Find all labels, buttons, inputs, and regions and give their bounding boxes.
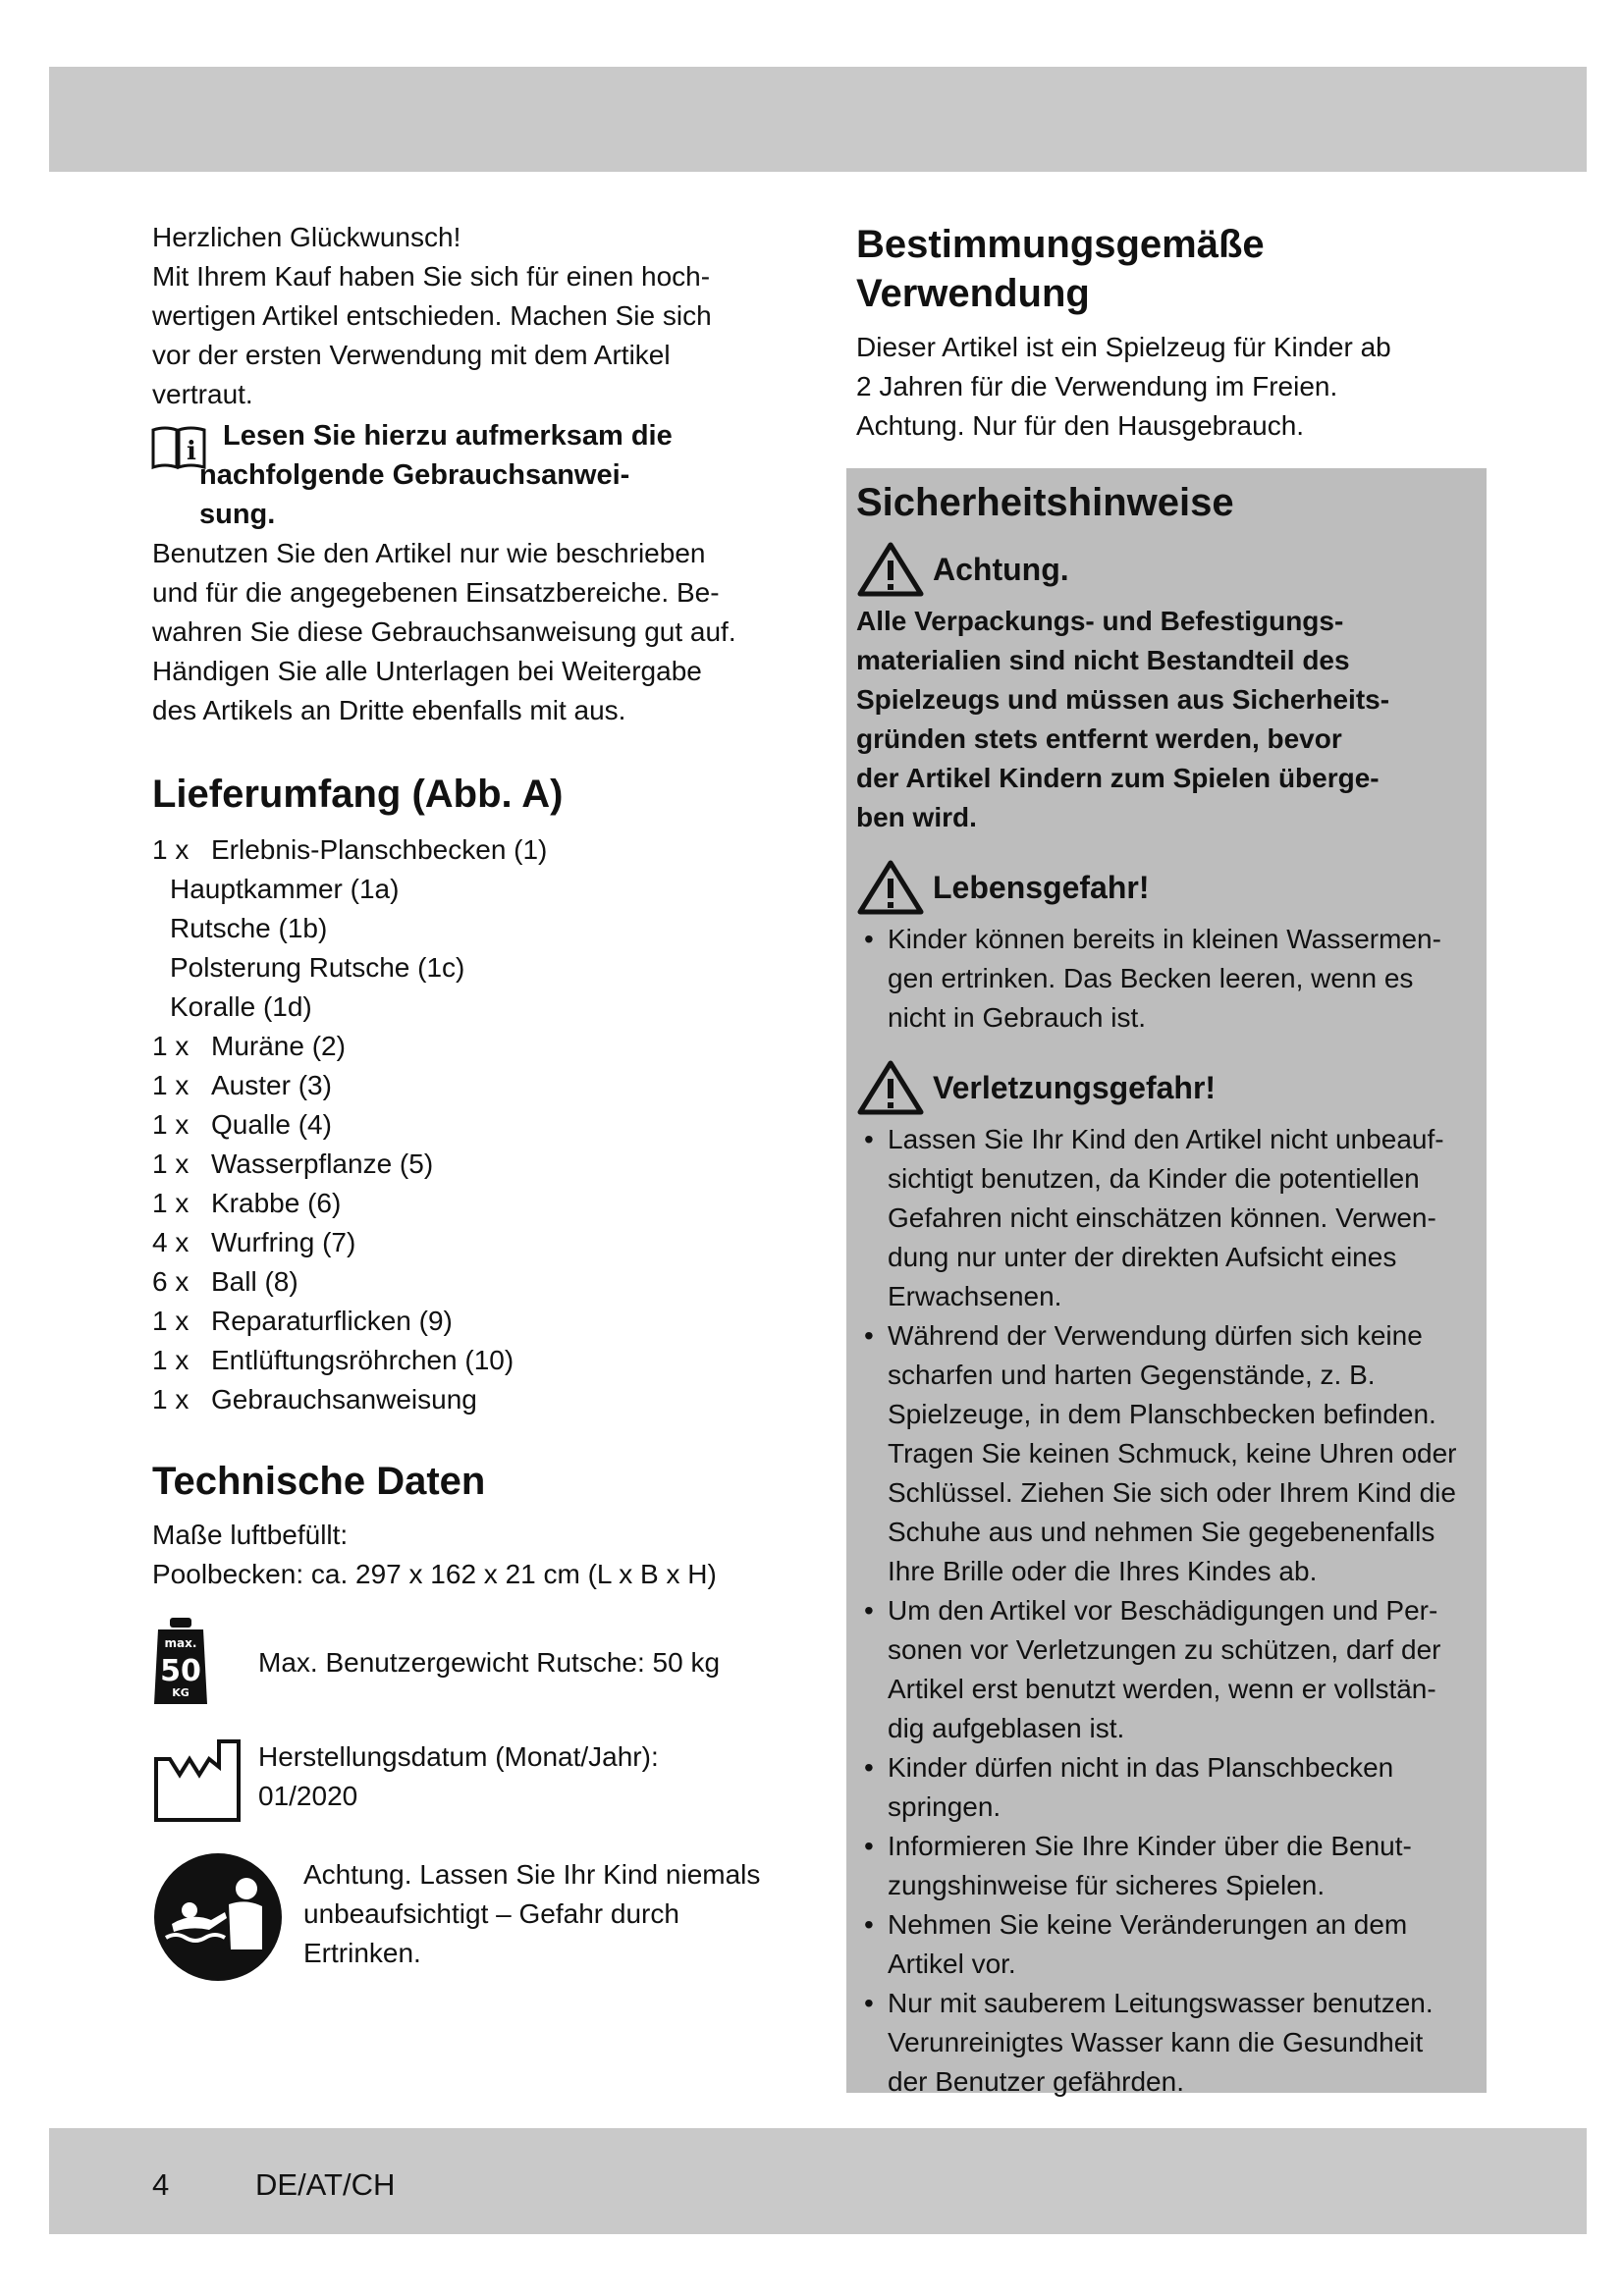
scope-item-label: Ball (8) — [211, 1266, 298, 1297]
page-number: 4 — [152, 2167, 170, 2202]
drowning-warning-line: Achtung. Lassen Sie Ihr Kind niemals — [303, 1859, 761, 1890]
svg-text:i: i — [187, 437, 196, 466]
scope-item — [152, 870, 776, 909]
safety-bullet-line: Schlüssel. Ziehen Sie sich oder Ihrem Kind die — [888, 1477, 1456, 1508]
scope-item — [152, 830, 776, 870]
right-column — [856, 218, 1489, 446]
warning-triangle-icon — [856, 1059, 925, 1116]
safety-bullet — [856, 1316, 1477, 1591]
scope-item — [152, 1145, 776, 1184]
safety-bullet-line: dung nur unter der direkten Aufsicht eines — [888, 1242, 1397, 1272]
scope-item-qty: 1 x — [152, 834, 189, 865]
safety-bullet — [856, 1905, 1477, 1984]
scope-item — [152, 1184, 776, 1223]
scope-item — [152, 1341, 776, 1380]
usage-note-line: Benutzen Sie den Artikel nur wie beschrieben — [152, 538, 706, 568]
packaging-warning-line: ben wird. — [856, 802, 977, 832]
packaging-warning-line: der Artikel Kindern zum Spielen überge- — [856, 763, 1380, 793]
safety-bullet-line: Gefahren nicht einschätzen können. Verwen- — [888, 1202, 1436, 1233]
weight-icon-top: max. — [164, 1636, 197, 1650]
header-bar — [49, 67, 1587, 172]
left-column — [152, 218, 776, 1983]
safety-box — [846, 468, 1487, 2097]
safety-bullet-line: sichtigt benutzen, da Kinder die potentiellen — [888, 1163, 1420, 1194]
scope-item-qty: 1 x — [152, 1109, 189, 1140]
scope-item-qty: 1 x — [152, 1345, 189, 1375]
scope-item — [152, 1380, 776, 1419]
notice-line: sung. — [199, 499, 276, 530]
safety-bullet-line: Verunreinigtes Wasser kann die Gesundheit — [888, 2027, 1424, 2057]
safety-bullet-line: • Kinder können bereits in kleinen Wassermen- — [888, 924, 1441, 954]
warning-heading-life — [856, 859, 1477, 916]
safety-bullet — [856, 1748, 1477, 1827]
safety-bullet-line: Schuhe aus und nehmen Sie gegebenenfalls — [888, 1517, 1435, 1547]
weight-icon-value: 50 — [160, 1654, 201, 1688]
packaging-warning-line: materialien sind nicht Bestandteil des — [856, 645, 1350, 675]
safety-bullet-line: scharfen und harten Gegenstände, z. B. — [888, 1360, 1376, 1390]
intro-line: wertigen Artikel entschieden. Machen Sie sich — [152, 300, 712, 331]
tech-heading: Technische Daten — [152, 1460, 486, 1503]
scope-item-label: Auster (3) — [211, 1070, 332, 1100]
drowning-warning-line: Ertrinken. — [303, 1938, 421, 1968]
safety-bullet-line: • Lassen Sie Ihr Kind den Artikel nicht unbeauf- — [888, 1124, 1444, 1154]
scope-item-qty — [152, 909, 170, 948]
scope-list — [152, 830, 776, 1419]
safety-bullet-line: Artikel erst benutzt werden, wenn er vollstän- — [888, 1674, 1436, 1704]
packaging-warning-line: gründen stets entfernt werden, bevor — [856, 723, 1342, 754]
drowning-warning-line: unbeaufsichtigt – Gefahr durch — [303, 1898, 679, 1929]
scope-item-qty — [152, 870, 170, 909]
scope-item — [152, 1262, 776, 1302]
scope-item — [152, 909, 776, 948]
safety-bullet-line: nicht in Gebrauch ist. — [888, 1002, 1147, 1033]
warning-title: Achtung. — [933, 551, 1069, 587]
usage-heading-line: Bestimmungsgemäße — [856, 223, 1265, 266]
notice-line: Lesen Sie hierzu aufmerksam die — [223, 420, 673, 452]
warning-triangle-icon — [856, 859, 925, 916]
scope-item — [152, 988, 776, 1027]
scope-heading: Lieferumfang (Abb. A) — [152, 773, 564, 816]
usage-text — [856, 328, 1489, 446]
dims-label: Maße luftbefüllt: — [152, 1520, 349, 1550]
safety-bullet-line: Ihre Brille oder die Ihres Kindes ab. — [888, 1556, 1318, 1586]
scope-item-label: Entlüftungsröhrchen (10) — [211, 1345, 514, 1375]
intro-line: vertraut. — [152, 379, 253, 409]
safety-bullet-line: springen. — [888, 1791, 1001, 1822]
life-danger-bullets — [856, 920, 1477, 1038]
safety-bullet-line: Erwachsenen. — [888, 1281, 1062, 1311]
safety-bullet-line: Artikel vor. — [888, 1949, 1016, 1979]
read-manual-notice — [152, 416, 776, 534]
safety-bullet-line: Tragen Sie keinen Schmuck, keine Uhren oder — [888, 1438, 1457, 1468]
scope-item — [152, 1066, 776, 1105]
usage-note-line: und für die angegebenen Einsatzbereiche. Be- — [152, 577, 720, 608]
warning-triangle-icon — [856, 541, 925, 598]
manufacture-date-row — [152, 1737, 776, 1822]
scope-item-qty: 6 x — [152, 1266, 189, 1297]
usage-note-line: Händigen Sie alle Unterlagen bei Weitergabe — [152, 656, 702, 686]
intro-text — [152, 218, 776, 414]
usage-heading — [856, 220, 1489, 318]
scope-item-qty: 1 x — [152, 1384, 189, 1415]
scope-item — [152, 1302, 776, 1341]
scope-item-label: Erlebnis-Planschbecken (1) — [211, 834, 548, 865]
scope-item — [152, 1223, 776, 1262]
safety-bullet-line: • Während der Verwendung dürfen sich keine — [888, 1320, 1423, 1351]
packaging-warning-line: Alle Verpackungs- und Befestigungs- — [856, 606, 1344, 636]
warning-title: Lebensgefahr! — [933, 869, 1150, 905]
safety-bullet-line: • Nur mit sauberem Leitungswasser benutzen. — [888, 1988, 1434, 2018]
packaging-warning-line: Spielzeugs und müssen aus Sicherheits- — [856, 684, 1390, 715]
warning-heading-caution — [856, 541, 1477, 598]
warning-heading-injury — [856, 1059, 1477, 1116]
safety-bullet-line: gen ertrinken. Das Becken leeren, wenn es — [888, 963, 1414, 993]
scope-item-label: Wurfring (7) — [211, 1227, 356, 1257]
manufacture-date-value: 01/2020 — [258, 1781, 358, 1811]
max-weight-icon — [152, 1616, 209, 1708]
safety-bullet — [856, 1984, 1477, 2102]
intro-line: Mit Ihrem Kauf haben Sie sich für einen hoch- — [152, 261, 711, 292]
safety-bullet-line: zungshinweise für sicheres Spielen. — [888, 1870, 1326, 1900]
scope-item-label: Gebrauchsanweisung — [211, 1384, 477, 1415]
scope-item-qty — [152, 948, 170, 988]
supervise-child-water-icon — [152, 1851, 284, 1983]
open-book-info-icon — [150, 424, 207, 471]
safety-bullet-line: • Nehmen Sie keine Veränderungen an dem — [888, 1909, 1408, 1940]
scope-item — [152, 948, 776, 988]
scope-item-qty: 1 x — [152, 1031, 189, 1061]
scope-item — [152, 1027, 776, 1066]
scope-item-qty: 1 x — [152, 1188, 189, 1218]
safety-bullet-line: dig aufgeblasen ist. — [888, 1713, 1125, 1743]
safety-bullet — [856, 1120, 1477, 1316]
safety-bullet-line: der Benutzer gefährden. — [888, 2066, 1184, 2097]
safety-bullet-line: Spielzeuge, in dem Planschbecken befinden. — [888, 1399, 1436, 1429]
scope-item-label: Muräne (2) — [211, 1031, 346, 1061]
safety-bullet — [856, 1591, 1477, 1748]
usage-line: Achtung. Nur für den Hausgebrauch. — [856, 410, 1305, 441]
footer-bar — [49, 2128, 1587, 2234]
scope-item-label: Reparaturflicken (9) — [211, 1306, 453, 1336]
scope-item-label: Polsterung Rutsche (1c) — [170, 952, 465, 983]
usage-note-line: des Artikels an Dritte ebenfalls mit aus. — [152, 695, 626, 725]
safety-bullet — [856, 1827, 1477, 1905]
usage-note-line: wahren Sie diese Gebrauchsanweisung gut auf. — [152, 616, 736, 647]
dims-value: Poolbecken: ca. 297 x 162 x 21 cm (L x B x H) — [152, 1559, 717, 1589]
intro-line: Herzlichen Glückwunsch! — [152, 222, 461, 252]
scope-item-qty — [152, 988, 170, 1027]
factory-date-icon — [152, 1737, 243, 1822]
weight-icon-unit: KG — [172, 1686, 189, 1699]
scope-item-qty: 1 x — [152, 1306, 189, 1336]
scope-item-qty: 1 x — [152, 1070, 189, 1100]
usage-heading-line: Verwendung — [856, 272, 1090, 315]
manufacture-date-label: Herstellungsdatum (Monat/Jahr): — [258, 1741, 659, 1772]
scope-item-qty: 4 x — [152, 1227, 189, 1257]
scope-item — [152, 1105, 776, 1145]
scope-item-label: Qualle (4) — [211, 1109, 332, 1140]
safety-heading: Sicherheitshinweise — [856, 481, 1234, 524]
safety-bullet — [856, 920, 1477, 1038]
safety-bullet-line: • Kinder dürfen nicht in das Planschbecken — [888, 1752, 1394, 1783]
intro-line: vor der ersten Verwendung mit dem Artikel — [152, 340, 671, 370]
scope-item-label: Koralle (1d) — [170, 991, 312, 1022]
scope-item-label: Wasserpflanze (5) — [211, 1148, 434, 1179]
max-weight-row — [152, 1616, 776, 1708]
usage-notes — [152, 534, 776, 730]
usage-line: Dieser Artikel ist ein Spielzeug für Kinder ab — [856, 332, 1391, 362]
safety-bullet-line: • Informieren Sie Ihre Kinder über die Benut- — [888, 1831, 1412, 1861]
scope-item-label: Krabbe (6) — [211, 1188, 342, 1218]
scope-item-label: Rutsche (1b) — [170, 913, 328, 943]
drowning-warning-row — [152, 1851, 776, 1983]
packaging-warning — [856, 602, 1477, 837]
language-codes: DE/AT/CH — [255, 2167, 396, 2202]
injury-danger-bullets — [856, 1120, 1477, 2102]
usage-line: 2 Jahren für die Verwendung im Freien. — [856, 371, 1338, 401]
notice-line: nachfolgende Gebrauchsanwei- — [199, 459, 630, 491]
scope-item-label: Hauptkammer (1a) — [170, 874, 400, 904]
max-weight-text: Max. Benutzergewicht Rutsche: 50 kg — [258, 1647, 721, 1678]
warning-title: Verletzungsgefahr! — [933, 1069, 1217, 1105]
safety-bullet-line: • Um den Artikel vor Beschädigungen und Per- — [888, 1595, 1438, 1626]
scope-item-qty: 1 x — [152, 1148, 189, 1179]
safety-bullet-line: sonen vor Verletzungen zu schützen, darf der — [888, 1634, 1441, 1665]
